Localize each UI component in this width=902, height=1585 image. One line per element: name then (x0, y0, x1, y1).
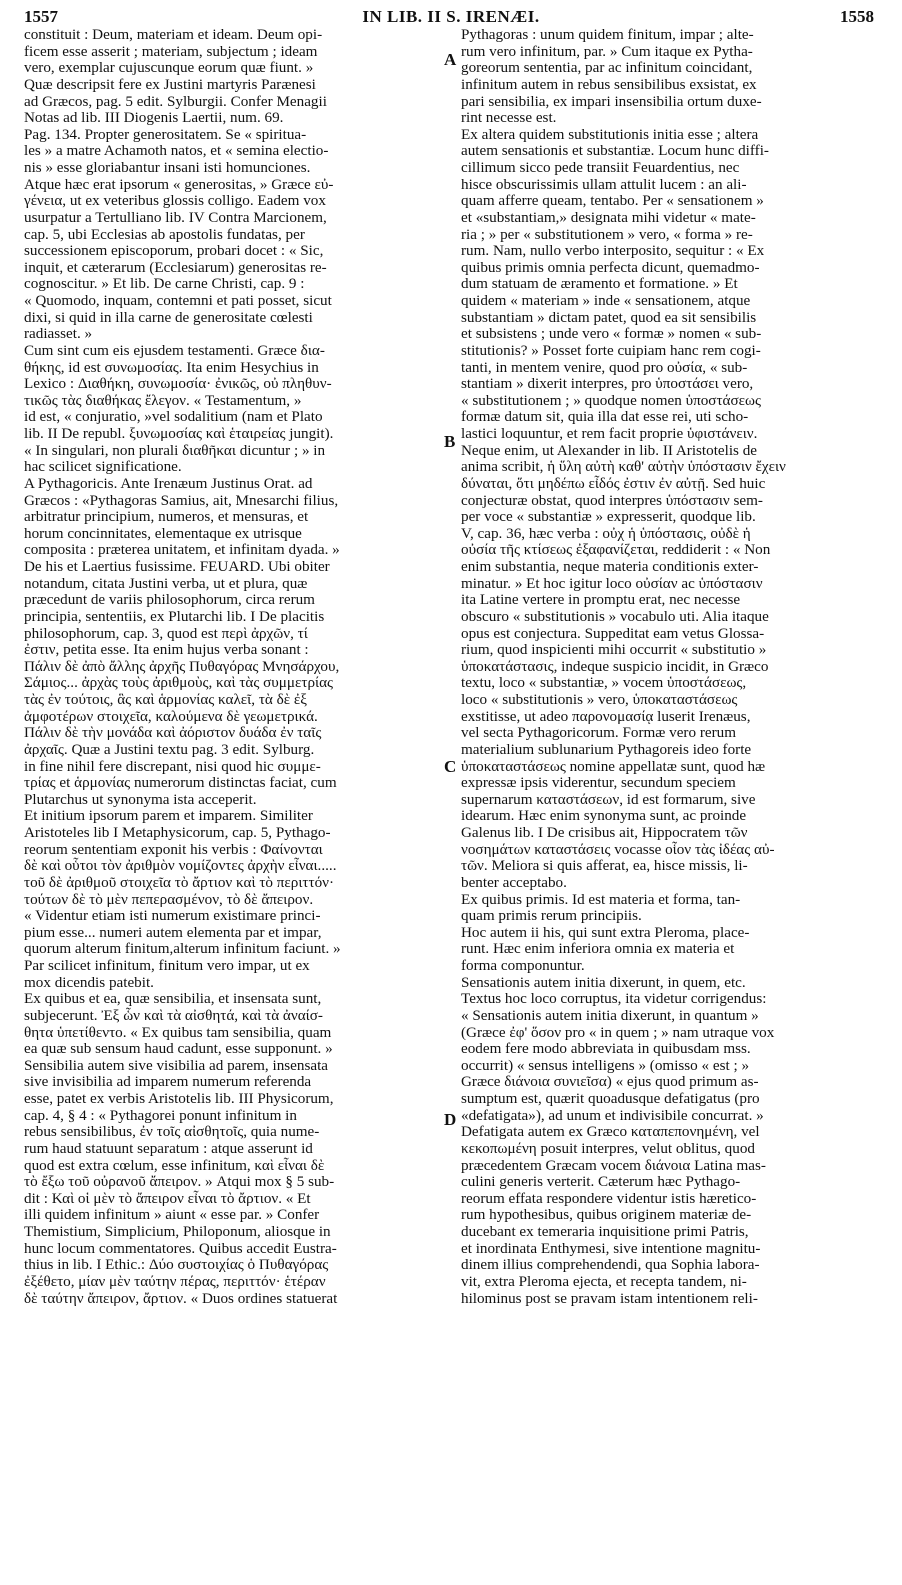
text-line: hisce obscurissimis ullam attulit lucem : an ali- (461, 175, 747, 193)
text-line: thius in lib. I Ethic.: Δύο συστοιχίας ὁ Πυθαγόρας (24, 1256, 329, 1274)
text-line: vit, extra Pleroma ejecta, et recepta tandem, ni- (461, 1272, 747, 1290)
text-line: idearum. Hæc enim synonyma sunt, ac proinde (461, 807, 747, 825)
text-line: et inordinata Enthymesi, sive intentione magnitu- (461, 1239, 761, 1257)
text-line: rum haud statuunt separatum : atque asserunt id (24, 1139, 313, 1157)
text-line: sumptum est, quærit quoadusque defatigatus (pro (461, 1090, 760, 1107)
text-line: stantiam » dixerit interpres, pro ὑποστάσει vero, (461, 375, 754, 393)
text-line: quorum alterum finitum,alterum infinitum faciunt. » (24, 940, 341, 958)
text-line: « substitutionem ; » quodque nomen ὑποστάσεως (461, 391, 761, 409)
text-line: culini generis verterit. Cæterum hæc Pythago- (461, 1173, 741, 1191)
text-line: infinitum autem in rebus sensibilibus exsistat, ex (461, 75, 757, 93)
text-line: enim substantia, neque materia conditionis exter- (461, 558, 759, 575)
text-line: inquit, et cæterarum (Ecclesiarum) generositas re- (24, 258, 327, 276)
text-line: usurpatur a Tertulliano lib. IV Contra Marcionem, (24, 208, 327, 226)
text-line: rebus sensibilibus, ἐν τοῖς αἰσθητοῖς, quia nume- (24, 1123, 320, 1141)
text-line: θήκης, id est συνωμοσίας. Ita enim Hesychius in (24, 358, 319, 376)
text-line: ὑποκατάστασις, indeque suspicio incidit, in Græco (461, 657, 769, 675)
text-line: A Pythagoricis. Ante Irenæum Justinus Orat. ad (24, 474, 313, 492)
text-line: τῶν. Meliora si quis afferat, ea, hisce missis, li- (461, 857, 748, 875)
text-line: Plutarchus ut synonyma ista acceperit. (24, 790, 257, 808)
text-line: rum. Nam, nullo verbo interposito, sequitur : « Ex (461, 242, 765, 260)
text-line: rum hypothesibus, quibus originem materiæ de- (461, 1206, 752, 1224)
text-line: ficem esse asserit ; materiam, subjectum ; ideam (24, 42, 318, 60)
text-line: pium esse... numeri autem elementa par et impar, (24, 923, 322, 941)
text-line: opus est conjectura. Suppeditat eam vetus Glossa- (461, 624, 765, 642)
text-line: cognoscitur. » Et lib. De carne Christi, cap. 9 : (24, 275, 305, 293)
text-line: reorum sententiam exponit his verbis : Φαίνονται (24, 840, 323, 858)
text-line: « In singulari, non plurali διαθῆκαι dicuntur ; » in (24, 441, 326, 459)
text-line: dixi, si quid in illa carne de generositate cœlesti (24, 308, 313, 326)
text-line: Ex quibus et ea, quæ sensibilia, et insensata sunt, (24, 990, 322, 1008)
text-line: rum vero infinitum, par. » Cum itaque ex Pytha- (461, 42, 753, 60)
text-line: Themistium, Simplicium, Philoponum, aliosque in (24, 1223, 331, 1240)
margin-letter-a: A (444, 50, 457, 69)
text-line: lastici loquuntur, et rem facit proprie ὑφιστάνειν. (461, 425, 758, 442)
text-line: cap. 5, ubi Ecclesias ab apostolis fundatas, per (24, 225, 305, 243)
text-line: De his et Laertius fusissime. FEUARD. Ubi obiter (24, 558, 330, 575)
text-line: Πάλιν δὲ τὴν μονάδα καὶ ἀόριστον δυάδα ἐν ταῖς (24, 724, 322, 742)
text-line: Neque enim, ut Alexander in lib. II Aristotelis de (461, 441, 758, 459)
text-line: occurrit) « sensus intelligens » (omisso « est ; » (461, 1056, 750, 1074)
text-line: hunc locum commentatores. Quibus accedit Eustra- (24, 1239, 337, 1257)
text-line: τὸ ἔξω τοῦ οὐρανοῦ ἄπειρον. » Atqui mox § 5 sub- (24, 1173, 335, 1191)
text-line: forma componuntur. (461, 957, 585, 974)
text-line: Aristoteles lib I Metaphysicorum, cap. 5, Pythago- (24, 824, 331, 841)
right-text-column (461, 27, 879, 1579)
text-line: hac scilicet significatione. (24, 458, 182, 476)
right-page-number: 1558 (840, 7, 874, 26)
text-line: τούτων δὲ τὸ μὲν πεπερασμένον, τὸ δὲ ἄπειρον. (24, 890, 314, 908)
text-line: ria ; » per « substitutionem » vero, « forma » re- (461, 225, 753, 243)
text-line: mox dicendis patebit. (24, 973, 154, 991)
text-line: δὲ ταύτην ἄπειρον, ἄρτιον. « Duos ordines statuerat (24, 1289, 338, 1307)
text-line: illi quidem infinitum » aiunt « esse par. » Confer (24, 1206, 320, 1224)
text-line: et «substantiam,» designata mihi videtur « mate- (461, 208, 756, 226)
text-line: notandum, citata Justini verba, ut et plura, quæ (24, 574, 308, 592)
text-line: formæ datum sit, quia illa dat esse rei, uti scho- (461, 408, 749, 426)
text-line: Sensibilia autem sive visibilia ad parem, insensata (24, 1056, 329, 1074)
text-line: textu, loco « substantiæ, » vocem ὑποστάσεως, (461, 674, 747, 692)
text-line: id est, « conjuratio, »vel sodalitium (nam et Plato (24, 408, 323, 426)
text-line: pari sensibilia, ex impari insensibilia ortum duxe- (461, 92, 762, 110)
text-line: præcedentem Græcam vocem διάνοια Latina mas- (461, 1156, 766, 1174)
text-line: præcedunt de variis philosophorum, circa rerum (24, 591, 315, 609)
text-line: esse, patet ex verbis Aristotelis lib. III Physicorum, (24, 1090, 334, 1107)
text-line: ἐξέθετο, μίαν μὲν ταύτην πέρας, περιττόν· ἑτέραν (24, 1272, 326, 1290)
text-line: quod est extra cœlum, esse infinitum, καὶ εἶναι δὲ (24, 1156, 325, 1174)
text-line: ἀμφοτέρων στοιχεῖα, καλούμενα δὲ γεωμετρικά. (24, 707, 318, 725)
text-line: obscuro « substitutionis » vocabulo uti. Alia itaque (461, 607, 769, 625)
text-line: rint necesse est. (461, 109, 557, 127)
text-line: conjecturæ obstat, quod interpres ὑπόστασιν sem- (461, 491, 763, 509)
text-line: substantiam » dictam patet, quod ea sit sensibilis (461, 308, 757, 326)
margin-letter-b: B (444, 432, 456, 451)
text-line: Pag. 134. Propter generositatem. Se « spiritua- (24, 125, 307, 143)
text-line: vel secta Pythagoricorum. Formæ vero rerum (461, 724, 736, 742)
text-line: οὐσία τῆς κτίσεως ἐξαφανίζεται, reddiderit : « Non (461, 541, 771, 559)
text-line: per voce « substantiæ » expresserit, quodque lib. (461, 508, 756, 526)
text-line: expressæ ipsis viderentur, secundum speciem (461, 774, 736, 792)
running-title: IN LIB. II S. IRENÆI. (362, 7, 540, 26)
text-line: Cum sint cum eis ejusdem testamenti. Græce δια- (24, 341, 325, 359)
text-line: Ex quibus primis. Id est materia et forma, tan- (461, 890, 741, 908)
text-line: ea quæ sub sensum haud cadunt, esse supponunt. » (24, 1040, 333, 1058)
text-line: τρίας et ἁρμονίας numerorum distinctas faciat, cum (24, 774, 337, 792)
text-line: ita Latine vertere in promptu erat, nec necesse (461, 591, 741, 609)
text-line: autem sensationis et substantiæ. Locum hunc diffi- (461, 142, 769, 160)
text-line: dum statuam de æramento et formatione. » Et (461, 275, 738, 293)
margin-letter-d: D (444, 1110, 457, 1129)
text-line: Defatigata autem ex Græco καταπεπονημένη, vel (461, 1123, 760, 1141)
left-text-column (24, 27, 438, 1579)
text-line: Et initium ipsorum parem et imparem. Similiter (24, 807, 313, 825)
text-line: τοῦ δὲ ἀριθμοῦ στοιχεῖα τὸ ἄρτιον καὶ τὸ περιττόν· (24, 873, 335, 891)
text-line: νοσημάτων καταστάσεις vocasse οἷον τὰς ἰδέας αὐ- (461, 840, 775, 858)
text-line: stitutionis? » Posset forte cuipiam hanc rem cogi- (461, 341, 761, 359)
text-line: arbitratur principium, numeros, et mensuras, et (24, 508, 309, 526)
text-line: cap. 4, § 4 : « Pythagorei ponunt infinitum in (24, 1106, 297, 1124)
text-line: dinem illius comprehendendi, qua Sophia labora- (461, 1256, 760, 1274)
text-line: Quæ descripsit fere ex Justini martyris Parænesi (24, 75, 316, 93)
text-line: subjecerunt. Ἐξ ὧν καὶ τὰ αἰσθητά, καὶ τὰ ἀναίσ- (24, 1006, 323, 1024)
text-line: « Quomodo, inquam, contemni et pati posset, sicut (24, 292, 332, 309)
text-line: exstitisse, ut adeo παρονομασίᾳ luserit Irenæus, (461, 707, 751, 725)
text-line: vero, exemplar cujuscunque eorum quæ fiunt. » (24, 59, 314, 77)
text-line: θητα ὑπετίθεντο. « Ex quibus tam sensibilia, quam (24, 1023, 332, 1041)
text-line: Par scilicet infinitum, finitum vero impar, ut ex (24, 957, 310, 974)
text-line: goreorum sententia, par ac infinitum coincidant, (461, 59, 753, 77)
text-line: δὲ καὶ οὗτοι τὸν ἀριθμὸν νομίζοντες ἀρχὴν εἶναι..... (24, 857, 337, 875)
text-line: radiasset. » (24, 325, 93, 343)
text-line: ἀρχαῖς. Quæ a Justini textu pag. 3 edit. Sylburg. (24, 740, 315, 758)
text-line: Græcos : «Pythagoras Samius, ait, Mnesarchi filius, (24, 491, 339, 509)
text-line: et subsistens ; unde vero « formæ » nomen « sub- (461, 325, 762, 343)
text-line: ἐστιν, petita esse. Ita enim hujus verba sonant : (24, 641, 309, 659)
text-line: quam primis rerum principiis. (461, 907, 642, 925)
text-line: nis » esse gloriabantur insani isti homunciones. (24, 159, 311, 176)
text-line: reorum effata respondere videntur istis hæretico- (461, 1189, 757, 1207)
text-line: τὰς ἐν τούτοις, ἃς καὶ ἁρμονίας καλεῖ, τὰ δὲ ἐξ (24, 691, 307, 708)
text-line: Textus hoc loco corruptus, ita videtur corrigendus: (461, 990, 767, 1008)
text-line: principia, sententiis, ex Plutarchi lib. I De placitis (24, 607, 325, 625)
text-line: Ex altera quidem substitutionis initia esse ; altera (461, 125, 759, 143)
text-line: quam afferre queam, tentabo. Per « sensationem » (461, 192, 764, 210)
text-line: sive invisibilia ad imparem numerum referenda (24, 1073, 312, 1091)
text-line: V, cap. 36, hæc verba : οὐχ ἡ ὑπόστασις, οὐδὲ ἡ (461, 524, 751, 542)
margin-letter-c: C (444, 757, 457, 776)
text-line: anima scribit, ἡ ὕλη αὐτὴ καθ' αὑτὴν ὑπόστασιν ἔχειν (461, 458, 786, 476)
text-line: Galenus lib. I De crisibus ait, Hippocratem τῶν (461, 824, 748, 841)
text-line: les » a matre Achamoth natos, et « semina electio- (24, 142, 329, 160)
text-line: benter acceptabo. (461, 873, 567, 891)
text-line: eodem fere modo abbreviata in quibusdam mss. (461, 1040, 751, 1058)
text-line: quibus primis omnia perfecta dicunt, quemadmo- (461, 258, 760, 276)
text-line: Sensationis autem initia dixerunt, in quem, etc. (461, 973, 746, 991)
text-line: γένεια, ut ex veteribus glossis colligo. Eadem vox (24, 192, 326, 210)
text-line: Notas ad lib. III Diogenis Laertii, num. 69. (24, 109, 284, 127)
text-line: Græce διάνοια συνιεῖσα) « ejus quod primum as- (461, 1073, 759, 1091)
text-line: Lexico : Διαθήκη, συνωμοσία· ἐνικῶς, οὐ πληθυν- (24, 375, 332, 393)
text-line: hilominus post se pravam istam intentionem reli- (461, 1289, 758, 1307)
text-line: Πάλιν δὲ ἀπὸ ἄλλης ἀρχῆς Πυθαγόρας Μνησάρχου, (24, 657, 340, 675)
text-line: quidem « materiam » inde « sensationem, atque (461, 292, 751, 309)
text-line: Pythagoras : unum quidem finitum, impar ; alte- (461, 27, 754, 43)
text-line: in fine nihil fere discrepant, nisi quod hic συμμε- (24, 757, 321, 775)
text-line: δύναται, ὅτι μηδέπω εἶδός ἐστιν ἐν αὐτῇ. Sed huic (461, 474, 766, 492)
text-line: supernarum καταστάσεων, id est formarum, sive (461, 790, 756, 808)
text-line: « Sensationis autem initia dixerunt, in quantum » (461, 1006, 759, 1024)
text-line: materialium sublunarium Pythagoreis ideo forte (461, 740, 752, 758)
text-line: (Græce ἐφ' ὅσον pro « in quem ; » nam utraque vox (461, 1023, 775, 1041)
text-line: « Videntur etiam isti numerum existimare princi- (24, 907, 321, 925)
text-line: κεκοπωμένη posuit interpres, velut oblitus, quod (461, 1139, 755, 1157)
text-line: successionem episcoporum, probari docet : « Sic, (24, 242, 324, 260)
text-line: «defatigata»), ad unum et indivisibile concurrat. » (461, 1106, 764, 1124)
text-line: τικῶς τὰς διαθήκας ἔλεγον. « Testamentum, » (24, 391, 302, 409)
text-line: lib. II De republ. ξυνωμοσίας καὶ ἑταιρείας jungit). (24, 425, 334, 442)
text-line: constituit : Deum, materiam et ideam. Deum opi- (24, 27, 323, 43)
text-line: rium, quod inspicienti mihi occurrit « substitutio » (461, 641, 767, 659)
text-line: Σάμιος... ἀρχὰς τοὺς ἀριθμοὺς, καὶ τὰς συμμετρίας (24, 674, 334, 692)
text-line: runt. Hæc enim inferiora omnia ex materia et (461, 940, 735, 958)
text-line: dit : Καὶ οἱ μὲν τὸ ἄπειρον εἶναι τὸ ἄρτιον. « Et (24, 1189, 311, 1207)
text-line: tanti, in mentem venire, quod pro οὐσία, « sub- (461, 358, 748, 376)
text-line: philosophorum, cap. 3, quod est περὶ ἀρχῶν, τί (24, 624, 308, 642)
text-line: cillimum sicco pede transiit Feuardentius, nec (461, 159, 740, 176)
text-line: Atque hæc erat ipsorum « generositas, » Græce εὐ- (24, 175, 334, 193)
left-page-number: 1557 (24, 7, 58, 26)
text-line: minatur. » Et hoc igitur loco οὐσίαν ac ὑπόστασιν (461, 574, 763, 592)
text-line: horum concinnitates, elementaque ex utrisque (24, 524, 302, 542)
text-line: composita : præterea unitatem, et infinitam dyada. » (24, 541, 340, 559)
text-line: loco « substitutionis » vero, ὑποκαταστάσεως (461, 691, 738, 708)
text-line: ducebant ex temeraria inquisitione primi Patris, (461, 1223, 749, 1240)
text-line: ὑποκαταστάσεως nomine appellatæ sunt, quod hæ (461, 757, 766, 775)
text-line: ad Græcos, pag. 5 edit. Sylburgii. Confer Menagii (24, 92, 327, 110)
text-line: Hoc autem ii his, qui sunt extra Pleroma, place- (461, 923, 750, 941)
